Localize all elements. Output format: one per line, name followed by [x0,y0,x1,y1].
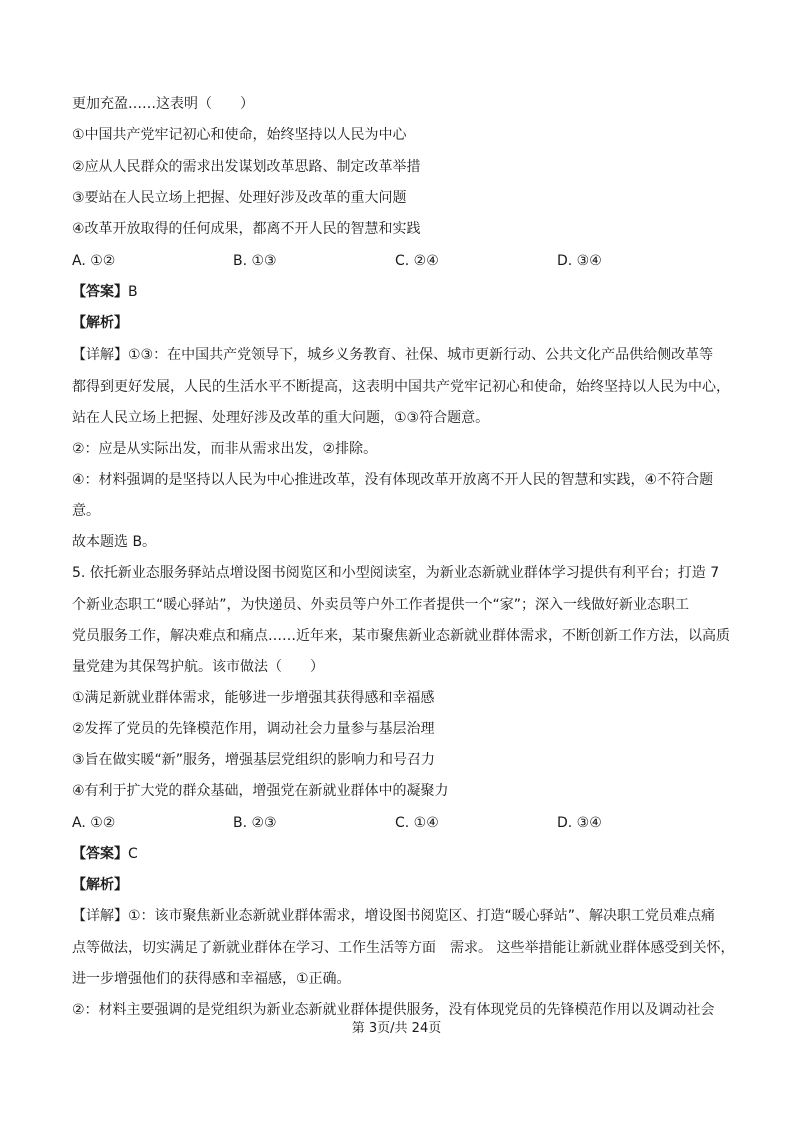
q5-item-2: ②发挥了党员的先锋模范作用，调动社会力量参与基层治理 [72,721,435,737]
q5-stem-line-3: 党员服务工作，解决难点和痛点……近年来，某市聚焦新业态新就业群体需求，不断创新工作方法，以高质 [72,628,730,644]
q4-item-2: ②应从人民群众的需求出发谋划改革思路、制定改革举措 [72,159,421,175]
q5-detail-line-3: 进一步增强他们的获得感和幸福感，①正确。 [72,971,351,987]
q5-answer-row [72,844,138,864]
detail-tag: 【详解】 [72,908,128,924]
q4-answer: B [128,284,138,300]
q5-answer: C [128,846,138,862]
q4-stem-end: 更加充盈……这表明（ ） [72,96,254,112]
q5-item-1: ①满足新就业群体需求，能够进一步增强其获得感和幸福感 [72,690,435,706]
page-footer: 第 3页/共 24页 [351,1021,442,1036]
q4-option-b: B. ①③ [233,253,277,269]
answer-tag: 【答案】 [72,846,128,862]
q4-option-d: D. ③④ [557,253,602,269]
analysis-tag: 【解析】 [72,315,128,331]
analysis-tag: 【解析】 [72,877,128,893]
q5-detail-line-4: ②：材料主要强调的是党组织为新业态新就业群体提供服务，没有体现党员的先锋模范作用以及调动社会 [72,1002,715,1018]
q4-detail-line-4: ②：应是从实际出发，而非从需求出发，②排除。 [72,441,378,457]
q5-detail-line-1: 【详解】①：该市聚焦新业态新就业群体需求，增设图书阅览区、打造“暖心驿站”、解决职工党员难点痛 [72,908,716,924]
q4-item-1: ①中国共产党牢记初心和使命，始终坚持以人民为中心 [72,127,407,143]
q5-stem-line-4: 量党建为其保驾护航。该市做法（ ） [72,659,324,675]
detail-tag: 【详解】 [72,347,128,363]
q4-detail-line-2: 都得到更好发展，人民的生活水平不断提高，这表明中国共产党牢记初心和使命，始终坚持以人民为中心， [72,379,730,395]
q5-analysis-row [72,875,128,895]
q5-stem-line-2: 个新业态职工“暖心驿站”，为快递员、外卖员等户外工作者提供一个“家”；深入一线做好新业态职工 [72,597,690,613]
q5-option-c: C. ①④ [395,815,439,831]
q5-option-a: A. ①② [72,815,116,831]
q4-detail-line-5: ④：材料强调的是坚持以人民为中心推进改革，没有体现改革开放离不开人民的智慧和实践，④不符合题 [72,472,714,488]
q4-detail-line-3: 站在人民立场上把握、处理好涉及改革的重大问题，①③符合题意。 [72,410,490,426]
q5-option-b: B. ②③ [233,815,277,831]
q4-answer-row [72,282,138,302]
q5-detail-line-2: 点等做法，切实满足了新就业群体在学习、工作生活等方面 需求。 这些举措能让新就业群体感受到关怀， [72,940,735,956]
q4-option-c: C. ②④ [395,253,439,269]
q4-analysis-row [72,313,128,333]
q4-option-a: A. ①② [72,253,116,269]
answer-tag: 【答案】 [72,284,128,300]
q4-conclusion: 故本题选 B。 [72,534,157,550]
q5-option-d: D. ③④ [557,815,602,831]
q4-item-4: ④改革开放取得的任何成果，都离不开人民的智慧和实践 [72,221,421,237]
q5-item-4: ④有利于扩大党的群众基础，增强党在新就业群体中的凝聚力 [72,783,449,799]
q4-item-3: ③要站在人民立场上把握、处理好涉及改革的重大问题 [72,190,407,206]
q5-stem-line-1: 5. 依托新业态服务驿站点增设图书阅览区和小型阅读室，为新业态新就业群体学习提供有利平台；打造 7 [72,565,720,581]
q5-item-3: ③旨在做实暖“新”服务，增强基层党组织的影响力和号召力 [72,752,436,768]
q4-detail-line-1: 【详解】①③：在中国共产党领导下，城乡义务教育、社保、城市更新行动、公共文化产品供给侧改革等 [72,347,714,363]
q4-detail-line-6: 意。 [72,503,100,519]
